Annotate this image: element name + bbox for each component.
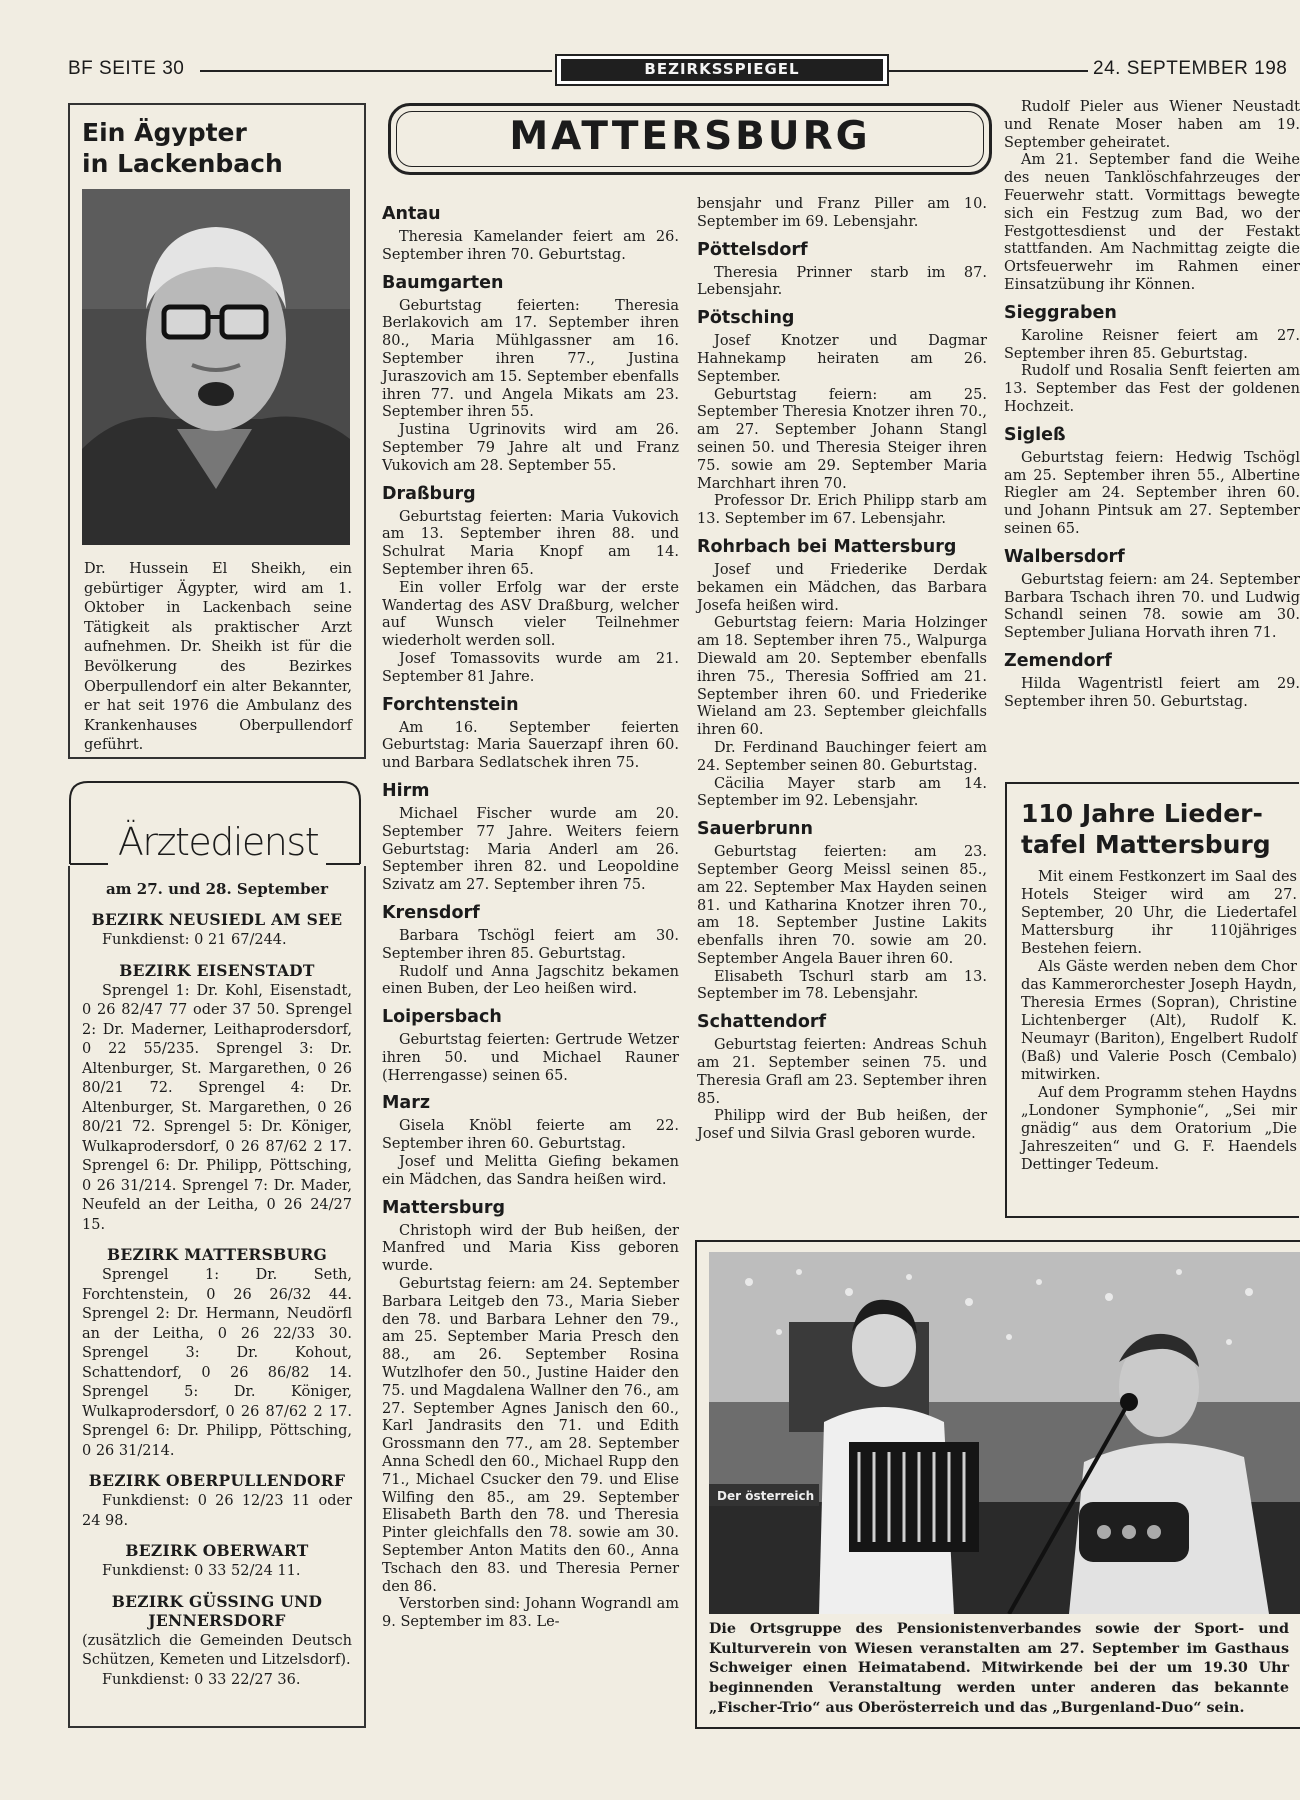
news-paragraph: Am 21. September fand die Weihe des neuen Tanklöschfahrzeuges der Feuerwehr statt. Vormittags bewegte sich ein Festzug zum Bad, wo der Festgottesdienst und der Festakt stattfanden. Am Nachmittag zeigte die Ortsfeuerwehr im Rahmen einer Einsatzübung ihr Können. bbox=[1004, 152, 1300, 293]
news-paragraph: Gisela Knöbl feierte am 22. September ihren 60. Geburtstag. bbox=[382, 1118, 679, 1153]
district-heading: BEZIRK GÜSSING UND JENNERSDORF bbox=[111, 1591, 323, 1630]
aerztedienst-list bbox=[68, 866, 366, 1728]
place-heading: Walbersdorf bbox=[1004, 546, 1125, 567]
news-paragraph: Theresia Prinner starb im 87. Lebensjahr. bbox=[697, 264, 987, 299]
article-liedertafel bbox=[1005, 782, 1299, 1218]
news-column-b bbox=[697, 196, 987, 1144]
news-paragraph: Verstorben sind: Johann Wograndl am 9. September im 83. Le- bbox=[382, 1596, 679, 1631]
district-text: Funkdienst: 0 21 67/244. bbox=[102, 932, 287, 948]
district-text: Funkdienst: 0 33 52/24 11. bbox=[102, 1563, 301, 1579]
news-paragraph: Geburtstag feiern: am 25. September Theresia Knotzer ihren 70., am 27. September Johann Stangl seinen 50. und Theresia Steiger ihren 75. sowie am 29. September Maria Marchhart ihren 70. bbox=[697, 386, 987, 492]
portrait-illustration bbox=[82, 189, 350, 545]
news-paragraph: Geburtstag feiern: am 24. September Barbara Leitgeb den 73., Maria Sieber den 78. und Barbara Lehner den 79., am 25. September Maria Presch den 88., am 26. September Rosina Wutzlhofer den 50., Justine Haider den 75. und Magdalena Wallner den 76., am 27. September Agnes Janisch den 60., Karl Jandrasits den 71. und Edith Grossmann den 77., am 28. September Anna Schedl den 60., Michael Rupp den 71., Michael Csucker den 79. und Elise Wilfing den 85., am 29. September Elisabeth Barth den 78. und Theresia Pinter gleichfalls den 78. sowie am 30. September Anton Matits den 60., Anna Tschach den 83. und Theresia Perner den 86. bbox=[382, 1276, 679, 1595]
news-paragraph: Justina Ugrinovits wird am 26. September 79 Jahre alt und Franz Vukovich am 28. September 55. bbox=[382, 422, 679, 474]
aerztedienst-header bbox=[68, 780, 362, 866]
news-paragraph: Karoline Reisner feiert am 27. September ihren 85. Geburtstag. bbox=[1004, 327, 1300, 362]
news-paragraph: Christoph wird der Bub heißen, der Manfred und Maria Kiss geboren wurde. bbox=[382, 1222, 679, 1275]
news-paragraph: Auf dem Programm stehen Haydns „Londoner Symphonie“, „Sei mir gnädig“ aus dem Oratorium „Die Jahreszeiten“ und G. F. Haendels Dettinger Tedeum. bbox=[1021, 1085, 1297, 1173]
place-heading: Forchtenstein bbox=[382, 694, 519, 715]
place-heading: Zemendorf bbox=[1004, 650, 1112, 671]
news-paragraph: Als Gäste werden neben dem Chor das Kammerorchester Joseph Haydn, Theresia Ermes (Sopran), Christine Lichtenberger (Alt), Rudolf K. Neumayr (Bariton), Engelbert Rudolf (Baß) und Valerie Posch (Cembalo) mitwirken. bbox=[1021, 959, 1297, 1083]
news-paragraph: Geburtstag feierten: am 23. September Georg Meissl seinen 85., am 22. September Max Hayden seinen 81. und Katharina Knotzer ihren 70., am 18. September Justine Lakits ebenfalls ihren 70. sowie am 20. September Angela Bauer ihren 60. bbox=[697, 844, 987, 967]
place-heading: Mattersburg bbox=[382, 1197, 506, 1218]
title-line-1: Ein Ägypter bbox=[82, 118, 247, 147]
news-paragraph: Josef und Melitta Giefing bekamen ein Mädchen, das Sandra heißen wird. bbox=[382, 1154, 679, 1188]
article-aegypter-title bbox=[82, 117, 283, 179]
page-header bbox=[68, 54, 1300, 84]
news-paragraph: Geburtstag feierten: Andreas Schuh am 21. September seinen 75. und Theresia Grafl am 23. September ihren 85. bbox=[697, 1037, 987, 1107]
portrait-caption: Dr. Hussein El Sheikh, ein gebürtiger Ägypter, wird am 1. Oktober in Lackenbach seine Tätigkeit als praktischer Arzt aufnehmen. Dr. Sheikh ist für die Bevölkerung des Bezirkes Oberpullendorf ein alter Bekannter, er hat seit 1976 die Ambulanz des Krankenhauses Oberpullendorf geführt. bbox=[84, 561, 352, 754]
musicians-photo bbox=[709, 1252, 1300, 1614]
photo-article bbox=[695, 1240, 1300, 1729]
news-paragraph: Josef Knotzer und Dagmar Hahnekamp heiraten am 26. September. bbox=[697, 333, 987, 385]
header-rule-right bbox=[888, 70, 1088, 72]
news-paragraph: Geburtstag feierten: Theresia Berlakovich am 17. September ihren 80., Maria Mühlgassner am 16. September ihren 77., Justina Juraszovich am 15. September ebenfalls ihren 77. und Angela Mikats am 23. September ihren 55. bbox=[382, 297, 679, 421]
district-heading: BEZIRK MATTERSBURG bbox=[106, 1245, 328, 1264]
news-paragraph: Michael Fischer wurde am 20. September 77 Jahre. Weiters feiern Geburtstag: Maria Anderl am 26. September ihren 82. und Leopoldine Szivatz am 27. September ihren 75. bbox=[382, 805, 679, 894]
news-paragraph: Rudolf und Anna Jagschitz bekamen einen Buben, der Leo heißen wird. bbox=[382, 963, 679, 998]
place-heading: Sauerbrunn bbox=[697, 819, 813, 840]
place-heading: Loipersbach bbox=[382, 1007, 502, 1028]
place-heading: Sieggraben bbox=[1004, 302, 1117, 323]
aerztedienst-date: am 27. und 28. September bbox=[105, 880, 329, 898]
news-paragraph: Professor Dr. Erich Philipp starb am 13. September im 67. Lebensjahr. bbox=[697, 493, 987, 528]
news-paragraph: Geburtstag feiern: Maria Holzinger am 18. September ihren 75., Walpurga Diewald am 20. September ebenfalls ihren 75., Theresia Soffried am 21. September ihren 60. und Friederike Wieland am 23. September gleichfalls ihren 60. bbox=[697, 615, 987, 739]
district-heading: BEZIRK OBERPULLENDORF bbox=[88, 1471, 346, 1490]
banner-title: MATTERSBURG bbox=[396, 111, 984, 167]
news-paragraph: Theresia Kamelander feiert am 26. September ihren 70. Geburtstag. bbox=[382, 229, 679, 263]
page-number: BF SEITE 30 bbox=[68, 58, 185, 79]
portrait-photo bbox=[82, 189, 350, 545]
title-line-1: 110 Jahre Lieder- bbox=[1021, 799, 1263, 828]
district-text: Sprengel 1: Dr. Seth, Forchtenstein, 0 26 26/32 44. Sprengel 2: Dr. Hermann, Neudörfl an der Leitha, 0 26 22/33 30. Sprengel 3: Dr. Kohout, Schattendorf, 0 26 86/82 14. Sprengel 5: Dr. Königer, Wulkaprodersdorf, 0 26 87/62 2 17. Sprengel 6: Dr. Philipp, Pöttsching, 0 26 31/214. bbox=[82, 1267, 352, 1459]
news-paragraph: Geburtstag feiern: Hedwig Tschögl am 25. September ihren 55., Albertine Riegler am 24. September ihren 60. und Johann Pintsuk am 27. September seinen 65. bbox=[1004, 449, 1300, 537]
article-aegypter bbox=[68, 103, 366, 759]
news-paragraph: Ein voller Erfolg war der erste Wandertag des ASV Draßburg, welcher auf Wunsch vieler Teilnehmer wiederholt werden soll. bbox=[382, 579, 679, 650]
news-column-c bbox=[1004, 99, 1300, 779]
news-paragraph: Elisabeth Tschurl starb am 13. September im 78. Lebensjahr. bbox=[697, 968, 987, 1003]
district-heading: BEZIRK NEUSIEDL AM SEE bbox=[91, 910, 343, 929]
news-paragraph: Geburtstag feiern: am 24. September Barbara Tschach ihren 70. und Ludwig Schandl seinen 78. sowie am 30. September Juliana Horvath ihren 71. bbox=[1004, 571, 1300, 642]
news-paragraph: Geburtstag feierten: Gertrude Wetzer ihren 50. und Michael Rauner (Herrengasse) seinen 65. bbox=[382, 1032, 679, 1084]
place-heading: Draßburg bbox=[382, 483, 476, 504]
musicians-illustration bbox=[709, 1252, 1300, 1614]
district-heading: BEZIRK OBERWART bbox=[125, 1541, 309, 1560]
place-heading: Hirm bbox=[382, 780, 430, 801]
district-text: Funkdienst: 0 26 12/23 11 oder 24 98. bbox=[82, 1493, 352, 1529]
news-paragraph: Cäcilia Mayer starb am 14. September im 92. Lebensjahr. bbox=[697, 775, 987, 810]
place-heading: Rohrbach bei Mattersburg bbox=[697, 536, 957, 557]
place-heading: Schattendorf bbox=[697, 1012, 827, 1033]
news-paragraph: Josef und Friederike Derdak bekamen ein Mädchen, das Barbara Josefa heißen wird. bbox=[697, 561, 987, 614]
district-text: Sprengel 1: Dr. Kohl, Eisenstadt, 0 26 82/47 77 oder 37 50. Sprengel 2: Dr. Maderner, Leithaprodersdorf, 0 22 55/235. Sprengel 3: Dr. Altenburger, St. Margarethen, 0 26 80/21 72. Sprengel 4: Dr. Altenburger, St. Margarethen, 0 26 80/21 72. Sprengel 5: Dr. Königer, Wulkaprodersdorf, 0 26 87/62 2 17. Sprengel 6: Dr. Philipp, Pöttsching, 0 26 31/214. Sprengel 7: Dr. Mader, Neufeld an der Leitha, 0 26 24/27 15. bbox=[82, 982, 352, 1233]
district-heading: BEZIRK EISENSTADT bbox=[119, 960, 315, 980]
news-paragraph: Rudolf Pieler aus Wiener Neustadt und Renate Moser haben am 19. September geheiratet. bbox=[1004, 99, 1300, 151]
section-badge bbox=[555, 54, 889, 86]
news-column-a bbox=[382, 196, 679, 1632]
place-heading: Marz bbox=[382, 1093, 431, 1114]
news-paragraph: Josef Tomassovits wurde am 21. September 81 Jahre. bbox=[382, 650, 679, 685]
news-paragraph: Mit einem Festkonzert im Saal des Hotels Steiger wird am 27. September, 20 Uhr, die Liedertafel Mattersburg ihr 110jähriges Bestehen feiern. bbox=[1021, 869, 1297, 957]
district-text: (zusätzlich die Gemeinden Deutsch Schützen, Kemeten und Litzelsdorf). bbox=[82, 1632, 352, 1668]
place-heading: Antau bbox=[382, 204, 441, 224]
place-heading: Sigleß bbox=[1004, 424, 1066, 445]
news-paragraph: Philipp wird der Bub heißen, der Josef und Silvia Grasl geboren wurde. bbox=[697, 1108, 987, 1143]
mattersburg-banner bbox=[388, 103, 992, 175]
title-line-2: tafel Mattersburg bbox=[1021, 830, 1271, 859]
issue-date: 24. SEPTEMBER 198 bbox=[1093, 58, 1288, 79]
news-paragraph: Am 16. September feierten Geburtstag: Maria Sauerzapf ihren 60. und Barbara Sedlatschek ihren 75. bbox=[382, 719, 679, 772]
place-heading: Pötsching bbox=[697, 308, 795, 329]
liedertafel-title bbox=[1021, 798, 1271, 860]
news-paragraph: Rudolf und Rosalia Senft feierten am 13. September das Fest der goldenen Hochzeit. bbox=[1004, 363, 1300, 415]
section-title: BEZIRKSSPIEGEL bbox=[561, 59, 883, 81]
title-line-2: in Lackenbach bbox=[82, 149, 283, 178]
place-heading: Krensdorf bbox=[382, 902, 480, 923]
news-paragraph: bensjahr und Franz Piller am 10. September im 69. Lebensjahr. bbox=[697, 196, 987, 230]
place-heading: Baumgarten bbox=[382, 272, 504, 293]
news-paragraph: Hilda Wagentristl feiert am 29. September ihren 50. Geburtstag. bbox=[1004, 675, 1300, 710]
news-paragraph: Barbara Tschögl feiert am 30. September ihren 85. Geburtstag. bbox=[382, 927, 679, 962]
wall-sign-text: Der österreich bbox=[717, 1489, 815, 1503]
photo-caption: Die Ortsgruppe des Pensionistenverbandes sowie der Sport- und Kulturverein von Wiesen veranstalten am 27. September im Gasthaus Schweiger einen Heimatabend. Mitwirkende bei der um 19.30 Uhr beginnenden Veranstaltung werden unter anderen das bekannte „Fischer-Trio“ aus Oberösterreich und das „Burgenland-Duo“ sein. bbox=[709, 1621, 1289, 1716]
aerztedienst-title: Ärztedienst bbox=[117, 820, 319, 864]
place-heading: Pöttelsdorf bbox=[697, 239, 808, 260]
news-paragraph: Dr. Ferdinand Bauchinger feiert am 24. September seinen 80. Geburtstag. bbox=[697, 739, 987, 774]
district-text: Funkdienst: 0 33 22/27 36. bbox=[102, 1671, 301, 1688]
liedertafel-text bbox=[1021, 868, 1297, 1174]
news-paragraph: Geburtstag feierten: Maria Vukovich am 13. September ihren 88. und Schulrat Maria Knopf am 14. September ihren 65. bbox=[382, 508, 679, 578]
header-rule-left bbox=[200, 70, 552, 72]
